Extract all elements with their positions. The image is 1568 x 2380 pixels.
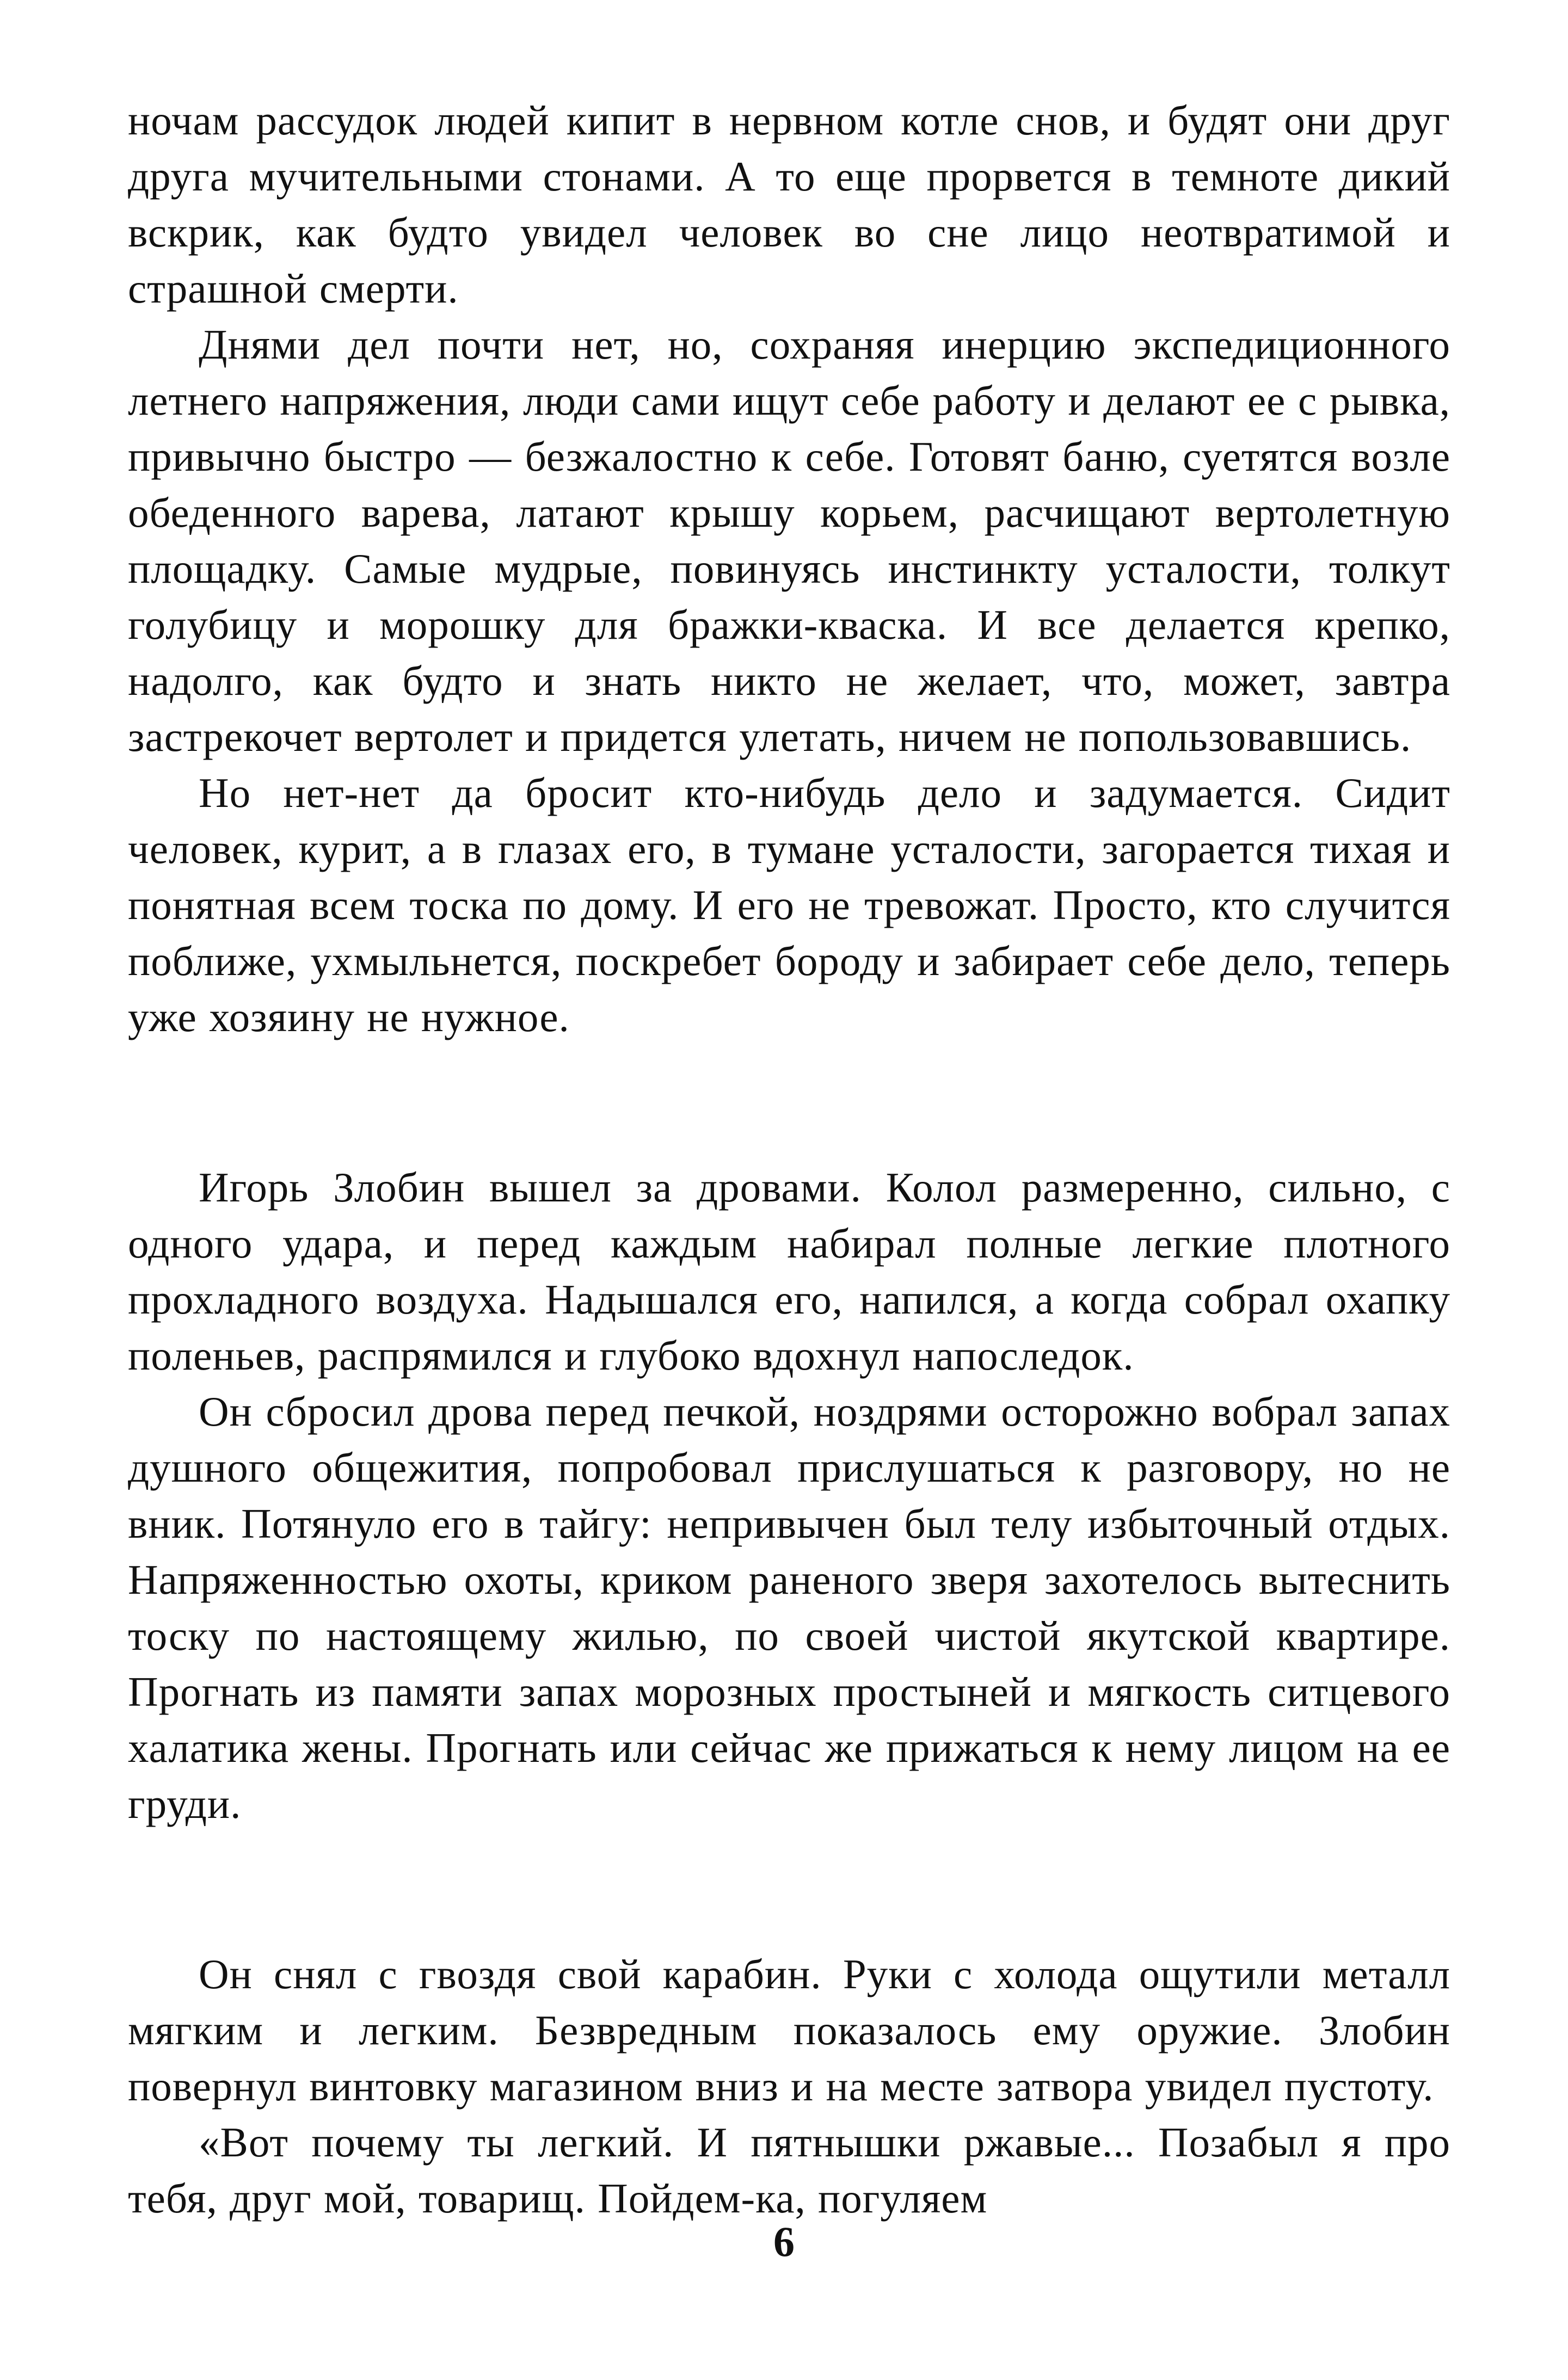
paragraph: Он сбросил дрова перед печкой, ноздрями осторожно вобрал запах душного общежития, попробовал прислушаться к разговору, но не вник. Потянуло его в тайгу: непривычен был телу избыточный отдых. Напряженностью охоты, криком раненого зверя захотелось вытеснить тоску по настоящему жилью, по своей чистой якутской квартире. Прогнать из памяти запах морозных простыней и мягкость ситцевого халатика жены. Прогнать или сейчас же прижаться к нему лицом на ее груди. [128, 1388, 1450, 1827]
text-section-3 [128, 1946, 1450, 2227]
paragraph: Но нет-нет да бросит кто-нибудь дело и задумается. Сидит человек, курит, а в глазах его, в тумане усталости, загорается тихая и понятная всем тоска по дому. И его не тревожат. Просто, кто случится поближе, ухмыльнется, поскребет бороду и забирает себе дело, теперь уже хозяину не нужное. [128, 769, 1450, 1040]
paragraph: «Вот почему ты легкий. И пятнышки ржавые... Позабыл я про тебя, друг мой, товарищ. Пойдем-ка, погуляем [128, 2119, 1450, 2222]
page-number: 6 [773, 2218, 795, 2265]
paragraph: Игорь Злобин вышел за дровами. Колол размеренно, сильно, с одного удара, и перед каждым набирал полные легкие плотного прохладного воздуха. Надышался его, напился, а когда собрал охапку поленьев, распрямился и глубоко вдохнул напоследок. [128, 1164, 1450, 1379]
paragraph: Днями дел почти нет, но, сохраняя инерцию экспедиционного летнего напряжения, люди сами ищут себе работу и делают ее с рывка, привычно быстро — безжалостно к себе. Готовят баню, суетятся возле обеденного варева, латают крышу корьем, расчищают вертолетную площадку. Самые мудрые, повинуясь инстинкту усталости, толкут голубицу и морошку для бражки-кваска. И все делается крепко, надолго, как будто и знать никто не желает, что, может, завтра застрекочет вертолет и придется улетать, ничем не попользовавшись. [128, 321, 1450, 760]
paragraph: Он снял с гвоздя свой карабин. Руки с холода ощутили металл мягким и легким. Безвредным показалось ему оружие. Злобин повернул винтовку магазином вниз и на месте затвора увидел пустоту. [128, 1951, 1450, 2110]
page-body [128, 93, 1450, 2227]
text-section-2 [128, 1160, 1450, 1832]
text-section-1 [128, 93, 1450, 1045]
paragraph-continuation: ночам рассудок людей кипит в нервном котле снов, и будят они друг друга мучительными стонами. А то еще прорвется в темноте дикий вскрик, как будто увидел человек во сне лицо неотвратимой и страшной смерти. [128, 97, 1450, 312]
